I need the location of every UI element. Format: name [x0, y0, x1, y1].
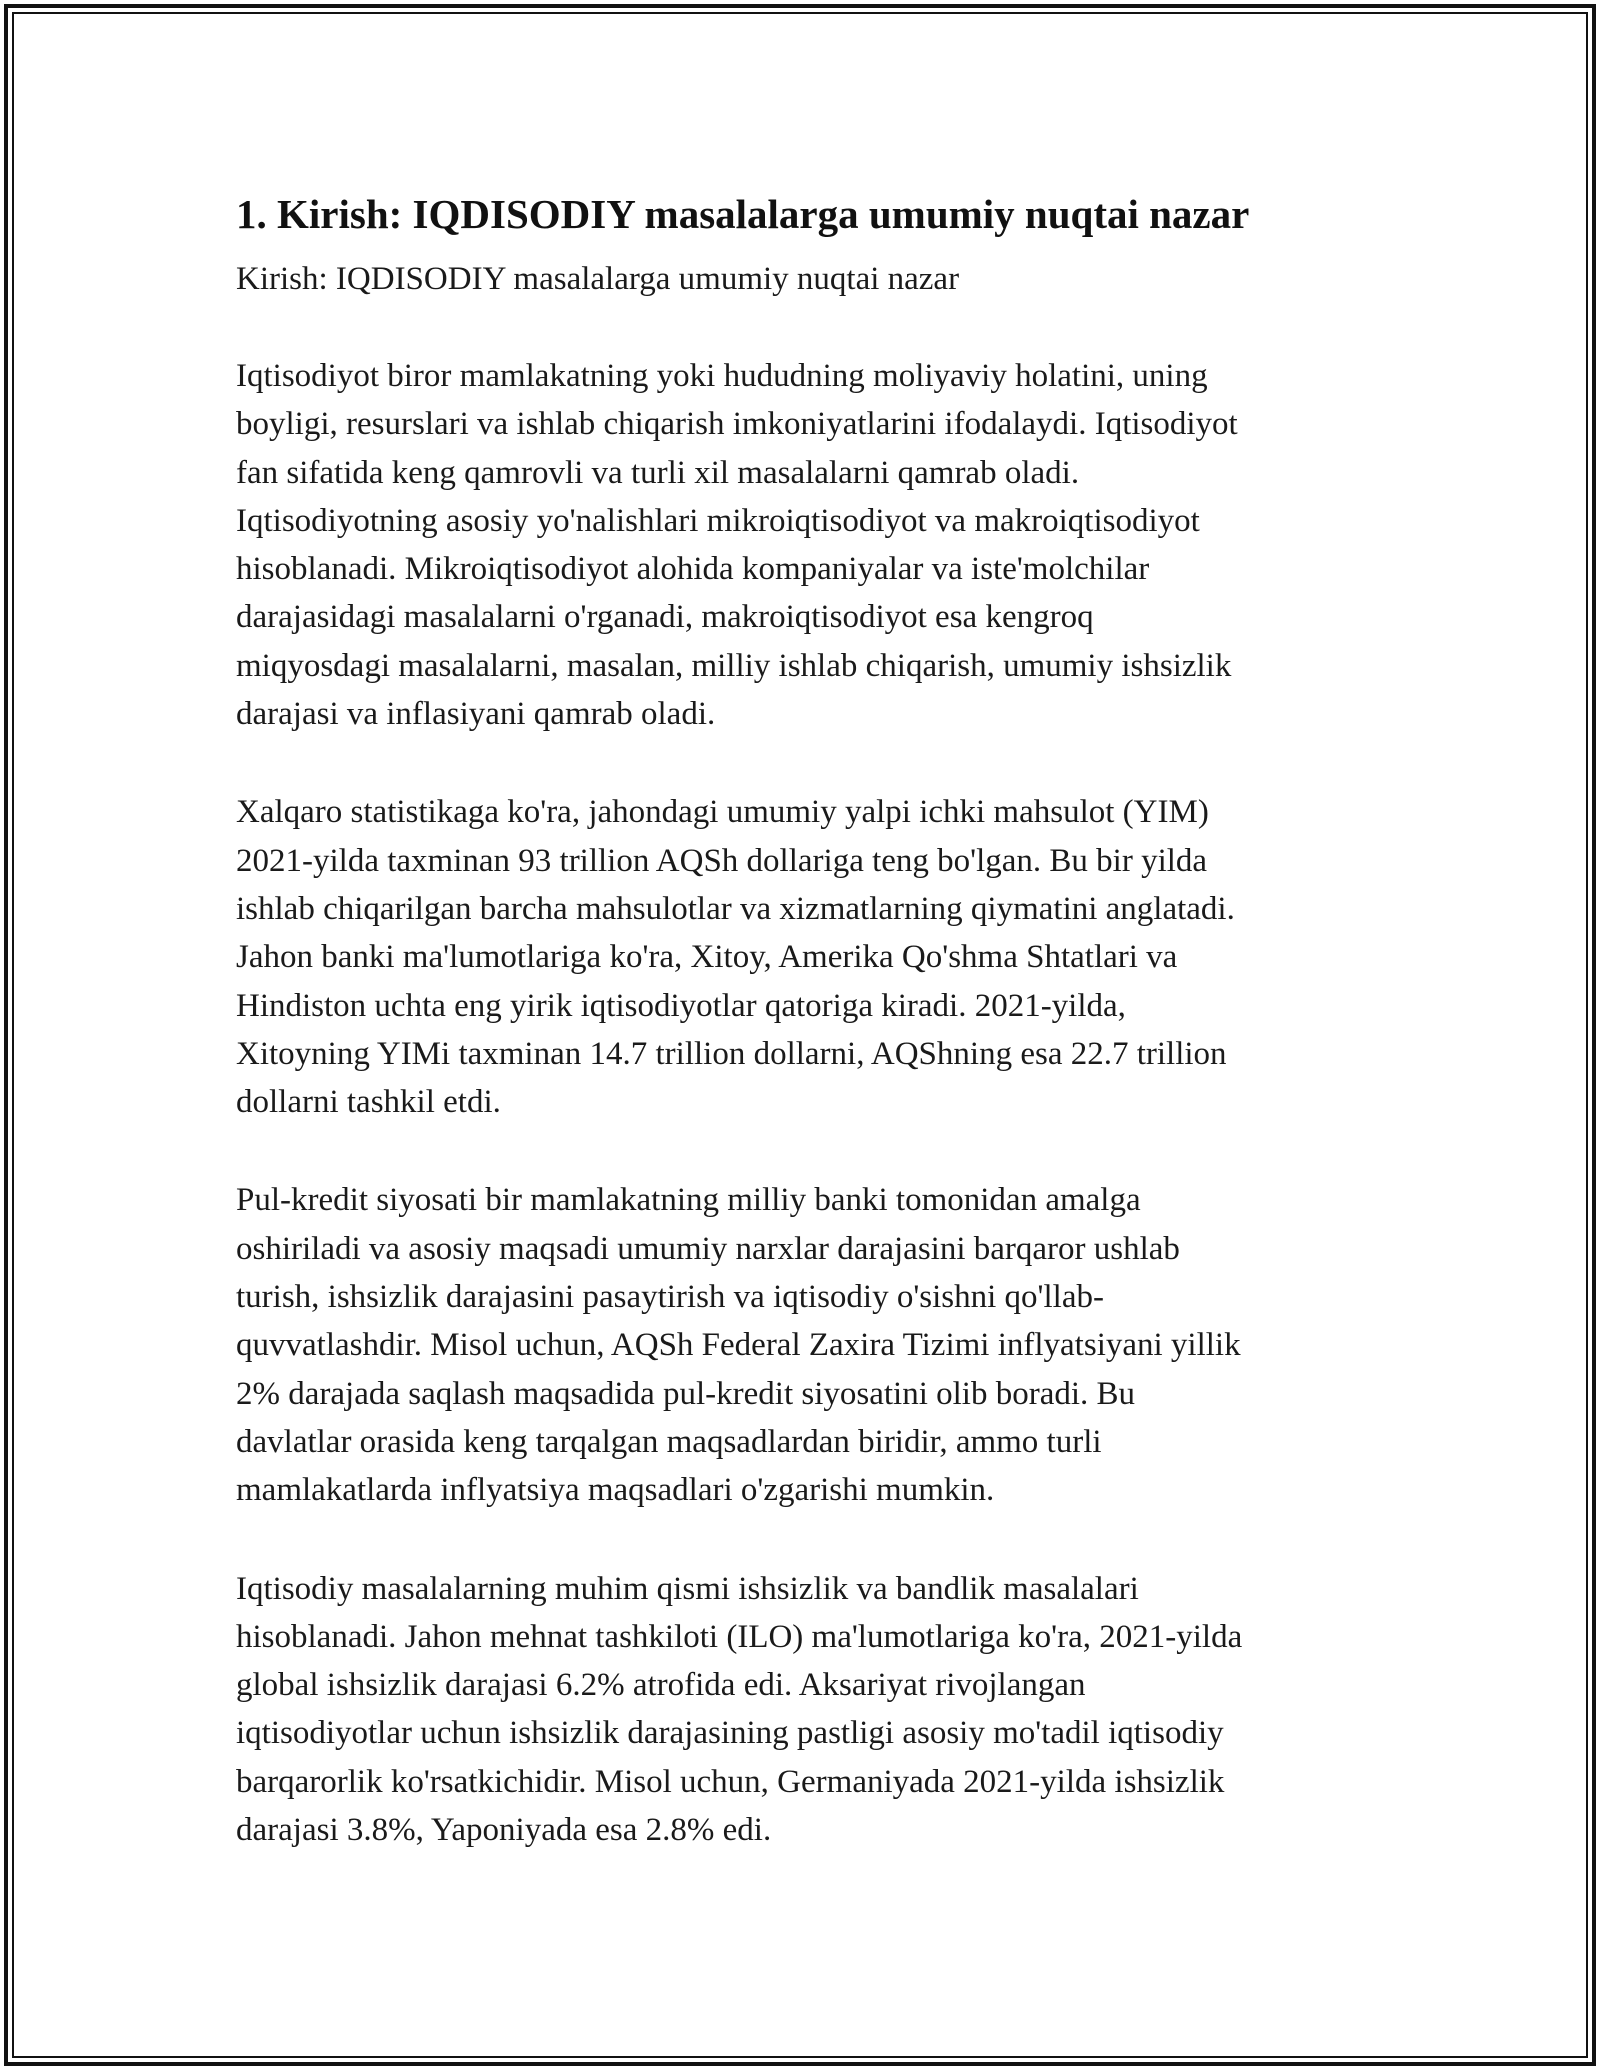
- text-line: fan sifatida keng qamrovli va turli xil masalalarni qamrab oladi.: [236, 454, 1080, 491]
- text-line: iqtisodiyotlar uchun ishsizlik darajasining pastligi asosiy mo'tadil iqtisodiy: [236, 1715, 1224, 1752]
- paragraph-gdp-statistics: [236, 788, 1366, 1126]
- text-line: Iqtisodiy masalalarning muhim qismi ishsizlik va bandlik masalalari: [236, 1570, 1139, 1607]
- text-line: ishlab chiqarilgan barcha mahsulotlar va xizmatlarning qiymatini anglatadi.: [236, 890, 1235, 927]
- text-line: hisoblanadi. Jahon mehnat tashkiloti (ILO) ma'lumotlariga ko'ra, 2021-yilda: [236, 1618, 1243, 1655]
- text-line: Pul-kredit siyosati bir mamlakatning milliy banki tomonidan amalga: [236, 1182, 1141, 1219]
- paragraph-unemployment: [236, 1565, 1366, 1855]
- text-line: quvvatlashdir. Misol uchun, AQSh Federal Zaxira Tizimi inflyatsiyani yillik: [236, 1327, 1241, 1364]
- paragraph-economy-overview: [236, 352, 1366, 738]
- text-line: Xalqaro statistikaga ko'ra, jahondagi umumiy yalpi ichki mahsulot (YIM): [236, 794, 1209, 831]
- text-line: hisoblanadi. Mikroiqtisodiyot alohida kompaniyalar va iste'molchilar: [236, 551, 1150, 588]
- text-line: boyligi, resurslari va ishlab chiqarish imkoniyatlarini ifodalaydi. Iqtisodiyot: [236, 406, 1238, 443]
- text-line: dollarni tashkil etdi.: [236, 1084, 501, 1121]
- text-line: barqarorlik ko'rsatkichidir. Misol uchun, Germaniyada 2021-yilda ishsizlik: [236, 1763, 1225, 1800]
- text-line: darajasidagi masalalarni o'rganadi, makroiqtisodiyot esa kengroq: [236, 599, 1094, 636]
- paragraph-monetary-policy: [236, 1176, 1366, 1514]
- text-line: turish, ishsizlik darajasini pasaytirish va iqtisodiy o'sishni qo'llab-: [236, 1279, 1104, 1316]
- text-line: miqyosdagi masalalarni, masalan, milliy ishlab chiqarish, umumiy ishsizlik: [236, 647, 1232, 684]
- text-line: Hindiston uchta eng yirik iqtisodiyotlar qatoriga kiradi. 2021-yilda,: [236, 987, 1126, 1024]
- text-line: darajasi 3.8%, Yaponiyada esa 2.8% edi.: [236, 1812, 772, 1849]
- document-body: [236, 186, 1366, 1854]
- text-line: Iqtisodiyot biror mamlakatning yoki hududning moliyaviy holatini, uning: [236, 358, 1208, 394]
- text-line: 2021-yilda taxminan 93 trillion AQSh dollariga teng bo'lgan. Bu bir yilda: [236, 842, 1208, 879]
- text-line: darajasi va inflasiyani qamrab oladi.: [236, 696, 716, 733]
- document-subtitle: Kirish: IQDISODIY masalalarga umumiy nuqtai nazar: [236, 261, 960, 297]
- text-line: Jahon banki ma'lumotlariga ko'ra, Xitoy, Amerika Qo'shma Shtatlari va: [236, 939, 1178, 976]
- text-line: Xitoyning YIMi taxminan 14.7 trillion dollarni, AQShning esa 22.7 trillion: [236, 1035, 1227, 1072]
- text-line: davlatlar orasida keng tarqalgan maqsadlardan biridir, ammo turli: [236, 1423, 1102, 1460]
- text-line: oshiriladi va asosiy maqsadi umumiy narxlar darajasini barqaror ushlab: [236, 1230, 1180, 1267]
- text-line: mamlakatlarda inflyatsiya maqsadlari o'zgarishi mumkin.: [236, 1472, 995, 1509]
- text-line: 2% darajada saqlash maqsadida pul-kredit siyosatini olib boradi. Bu: [236, 1375, 1136, 1412]
- text-line: Iqtisodiyotning asosiy yo'nalishlari mikroiqtisodiyot va makroiqtisodiyot: [236, 502, 1200, 539]
- document-title: 1. Kirish: IQDISODIY masalalarga umumiy nuqtai nazar: [236, 191, 1250, 237]
- text-line: global ishsizlik darajasi 6.2% atrofida edi. Aksariyat rivojlangan: [236, 1667, 1086, 1704]
